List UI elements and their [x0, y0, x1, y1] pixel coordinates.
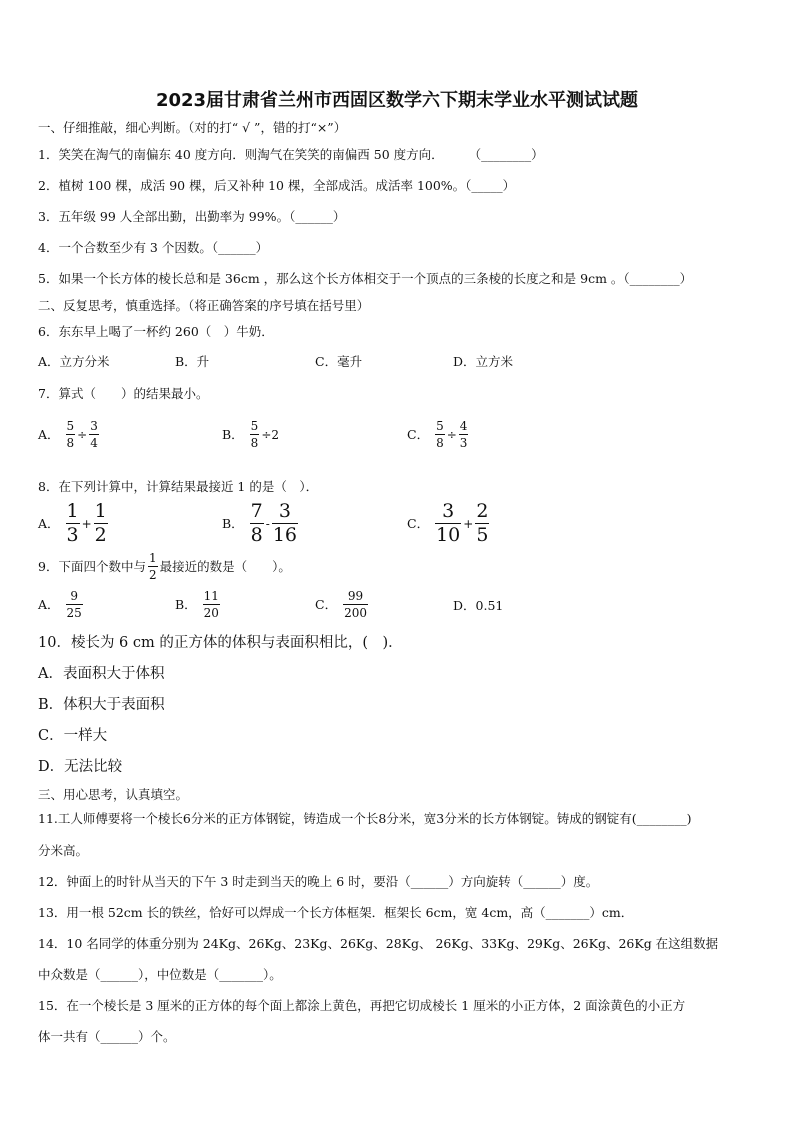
fraction: $\frac{9}{25}$: [66, 589, 82, 620]
question-9: 9．下面四个数中与 $\frac{1}{2}$ 最接近的数是（ ）。: [38, 551, 291, 582]
question-14-line2: 中众数是（______），中位数是（_______）。: [38, 967, 282, 982]
fraction: $\frac{3}{16}$: [272, 500, 298, 546]
question-11-line2: 分米高。: [38, 843, 89, 858]
option-label: B．: [222, 426, 244, 442]
option-label: C．: [407, 426, 430, 442]
page-title: 2023届甘肃省兰州市西固区数学六下期末学业水平测试试题: [155, 90, 639, 111]
q9-option-a: [38, 590, 85, 619]
q6-option-c: C．毫升: [315, 354, 363, 369]
section3-heading: 三、用心思考，认真填空。: [38, 787, 189, 802]
question-11-line1: 11.工人师傅要将一个棱长6分米的正方体钢锭，铸造成一个长8分米，宽3分米的长方体钢锭。铸成的钢锭有(________): [38, 811, 692, 826]
question-5: 5．如果一个长方体的棱长总和是 36cm ，那么这个长方体相交于一个顶点的三条棱的长度之和是 9cm 。（________）: [38, 271, 693, 286]
option-label: B．: [175, 596, 197, 612]
fraction: $\frac{5}{8}$: [250, 419, 259, 450]
fraction: $\frac{7}{8}$: [250, 500, 263, 546]
q8-option-a: A． $\frac{1}{3}$ + $\frac{1}{2}$: [38, 500, 107, 546]
q10-option-a: A．表面积大于体积: [38, 666, 165, 682]
q7-option-b: B． $\frac{5}{8}$ ÷2: [222, 419, 280, 450]
question-7: 7．算式（ ）的结果最小。: [38, 386, 209, 401]
fraction: $\frac{11}{20}$: [203, 589, 219, 620]
q10-option-b: B．体积大于表面积: [38, 697, 165, 713]
question-4: 4．一个合数至少有 3 个因数。（______）: [38, 240, 269, 255]
q8-option-c: C． $\frac{3}{10}$ + $\frac{2}{5}$: [407, 500, 489, 546]
fraction: $\frac{5}{8}$: [66, 419, 75, 450]
question-12: 12．钟面上的时针从当天的下午 3 时走到当天的晚上 6 时，要沿（______）方向旋转（______）度。: [38, 874, 599, 889]
option-label: A．: [38, 596, 60, 612]
option-label: B．: [222, 515, 244, 531]
question-6: 6．东东早上喝了一杯约 260（ ）牛奶．: [38, 324, 274, 339]
option-label: A．: [38, 515, 60, 531]
fraction: $\frac{1}{2}$: [148, 551, 157, 582]
section2-heading: 二、反复思考，慎重选择。（将正确答案的序号填在括号里）: [38, 298, 370, 313]
q9-option-d: D．0.51: [453, 598, 504, 613]
fraction: $\frac{1}{2}$: [94, 500, 107, 546]
question-3: 3．五年级 99 人全部出勤，出勤率为 99%。（______）: [38, 209, 346, 224]
section1-heading: 一、仔细推敲，细心判断。（对的打“ √ ”，错的打“×”）: [38, 120, 347, 135]
option-label: C．: [407, 515, 430, 531]
q8-option-b: B． $\frac{7}{8}$ - $\frac{3}{16}$: [222, 500, 298, 546]
q6-option-b: B．升: [175, 354, 210, 369]
q10-option-c: C．一样大: [38, 728, 108, 744]
fraction: $\frac{3}{10}$: [436, 500, 461, 546]
question-14-line1: 14．10 名同学的体重分别为 24Kg、26Kg、23Kg、26Kg、28Kg、 26Kg、33Kg、29Kg、26Kg、26Kg 在这组数据: [38, 936, 719, 951]
question-13: 13．用一根 52cm 长的铁丝，恰好可以焊成一个长方体框架．框架长 6cm，宽 4cm，高（_______）cm．: [38, 905, 634, 920]
fraction: $\frac{3}{4}$: [90, 419, 98, 450]
fraction: $\frac{99}{200}$: [344, 589, 367, 620]
q6-option-d: D．立方米: [453, 354, 514, 369]
q9-option-c: [315, 590, 370, 619]
q6-option-a: A．立方分米: [38, 354, 110, 369]
question-15-line1: 15．在一个棱长是 3 厘米的正方体的每个面上都涂上黄色，再把它切成棱长 1 厘米的小正方体，2 面涂黄色的小正方: [38, 998, 686, 1013]
q7-option-c: C． $\frac{5}{8}$ ÷ $\frac{4}{3}$: [407, 419, 468, 450]
q7-option-a: A． $\frac{5}{8}$ ÷ $\frac{3}{4}$: [38, 419, 98, 450]
fraction: $\frac{1}{3}$: [66, 500, 79, 546]
option-label: A．: [38, 426, 60, 442]
q10-option-d: D．无法比较: [38, 759, 123, 775]
fraction: $\frac{2}{5}$: [476, 500, 489, 546]
question-15-line2: 体一共有（______）个。: [38, 1029, 176, 1044]
option-label: C．: [315, 596, 338, 612]
question-10: 10．棱长为 6 cm 的正方体的体积与表面积相比，( )．: [38, 635, 403, 651]
q9-option-b: [175, 590, 222, 619]
fraction: $\frac{5}{8}$: [436, 419, 444, 450]
question-1: 1．笑笑在淘气的南偏东 40 度方向．则淘气在笑笑的南偏西 50 度方向． （________）: [38, 147, 544, 162]
question-8: 8．在下列计算中，计算结果最接近 1 的是（ ）．: [38, 479, 319, 494]
question-2: 2．植树 100 棵，成活 90 棵，后又补种 10 棵，全部成活。成活率 100%。（_____）: [38, 178, 516, 193]
fraction: $\frac{4}{3}$: [459, 419, 468, 450]
